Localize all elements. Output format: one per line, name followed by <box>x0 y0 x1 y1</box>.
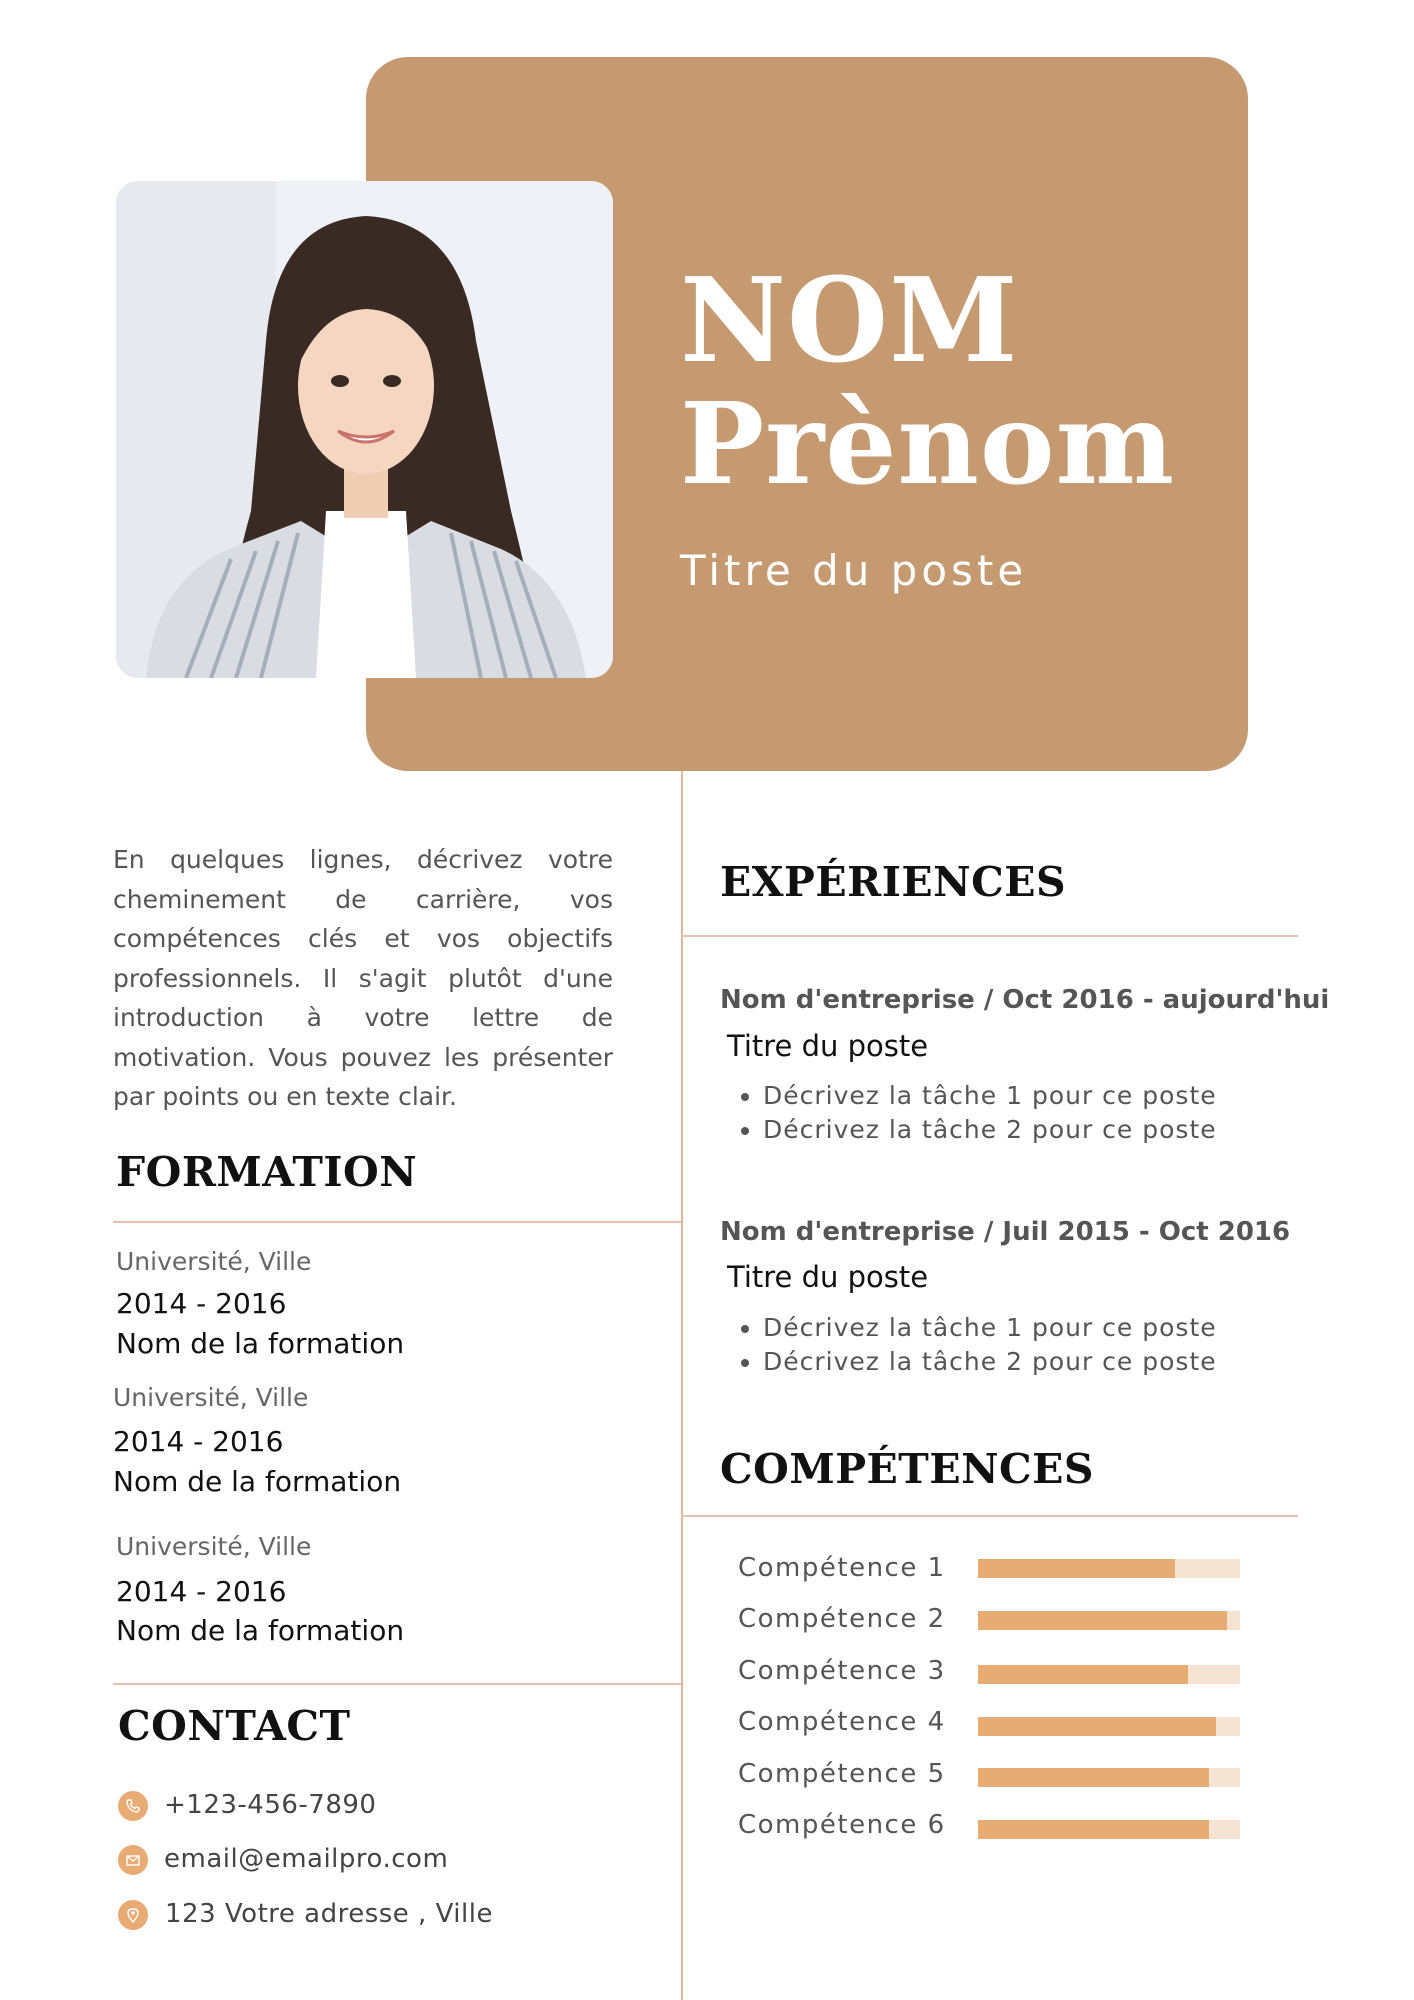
skill-label: Compétence 6 <box>738 1810 946 1840</box>
skill-label: Compétence 4 <box>738 1707 946 1737</box>
skill-bar-fill <box>978 1717 1216 1736</box>
skill-bar <box>978 1717 1240 1736</box>
education-years: 2014 - 2016 <box>113 1425 284 1458</box>
skill-label: Compétence 2 <box>738 1604 946 1634</box>
education-university: Université, Ville <box>113 1383 309 1412</box>
email-icon <box>118 1845 148 1875</box>
skill-bar-fill <box>978 1559 1175 1578</box>
education-university: Université, Ville <box>116 1532 312 1561</box>
profile-photo <box>116 181 613 678</box>
education-years: 2014 - 2016 <box>116 1575 287 1608</box>
experience-task: • Décrivez la tâche 1 pour ce poste <box>763 1079 1217 1113</box>
formation-divider <box>113 1221 681 1223</box>
skill-bar <box>978 1768 1240 1787</box>
profile-photo-illustration <box>116 181 613 678</box>
education-name: Nom de la formation <box>113 1465 402 1498</box>
experience-tasks <box>723 1079 1217 1147</box>
location-icon-glyph <box>125 1907 141 1923</box>
experience-header: Nom d'entreprise / Juil 2015 - Oct 2016 <box>720 1217 1291 1247</box>
experiences-title: EXPÉRIENCES <box>720 858 1067 906</box>
skill-label: Compétence 5 <box>738 1759 946 1789</box>
job-title: Titre du poste <box>680 546 1028 595</box>
experience-tasks <box>723 1311 1217 1379</box>
experience-task: • Décrivez la tâche 2 pour ce poste <box>763 1113 1217 1147</box>
experience-task: • Décrivez la tâche 2 pour ce poste <box>763 1345 1217 1379</box>
contact-address[interactable]: 123 Votre adresse , Ville <box>165 1899 493 1929</box>
email-icon-glyph <box>125 1852 141 1868</box>
experience-title: Titre du poste <box>727 1260 929 1294</box>
contact-phone[interactable]: +123-456-7890 <box>164 1790 377 1820</box>
skills-title: COMPÉTENCES <box>720 1445 1095 1493</box>
contact-title: CONTACT <box>118 1702 351 1750</box>
skill-bar-fill <box>978 1611 1227 1630</box>
education-university: Université, Ville <box>116 1247 312 1276</box>
education-name: Nom de la formation <box>116 1614 405 1647</box>
phone-icon-glyph <box>125 1798 141 1814</box>
column-divider <box>681 771 683 2000</box>
phone-icon <box>118 1791 148 1821</box>
skill-bar-fill <box>978 1665 1188 1684</box>
education-years: 2014 - 2016 <box>116 1287 287 1320</box>
skill-bar-fill <box>978 1820 1209 1839</box>
location-icon <box>118 1900 148 1930</box>
skill-bar <box>978 1665 1240 1684</box>
experiences-divider <box>681 935 1298 937</box>
intro-text: En quelques lignes, décrivez votre cheminement de carrière, vos compétences clés et vos objectifs professionnels. Il s'agit plutôt d'une introduction à votre lettre de motivation. Vous pouvez les présenter par points ou en texte clair. <box>113 845 613 1111</box>
last-name: NOM <box>680 253 1019 389</box>
skill-label: Compétence 3 <box>738 1656 946 1686</box>
skill-bar <box>978 1559 1240 1578</box>
contact-divider <box>113 1683 681 1685</box>
education-name: Nom de la formation <box>116 1327 405 1360</box>
first-name: Prènom <box>680 379 1176 510</box>
experience-title: Titre du poste <box>727 1029 929 1063</box>
skill-bar <box>978 1611 1240 1630</box>
skills-divider <box>681 1515 1298 1517</box>
experience-header: Nom d'entreprise / Oct 2016 - aujourd'hui <box>720 985 1330 1015</box>
skill-label: Compétence 1 <box>738 1553 946 1583</box>
skill-bar <box>978 1820 1240 1839</box>
formation-title: FORMATION <box>116 1148 418 1196</box>
contact-email[interactable]: email@emailpro.com <box>164 1844 449 1874</box>
experience-task: • Décrivez la tâche 1 pour ce poste <box>763 1311 1217 1345</box>
skill-bar-fill <box>978 1768 1209 1787</box>
